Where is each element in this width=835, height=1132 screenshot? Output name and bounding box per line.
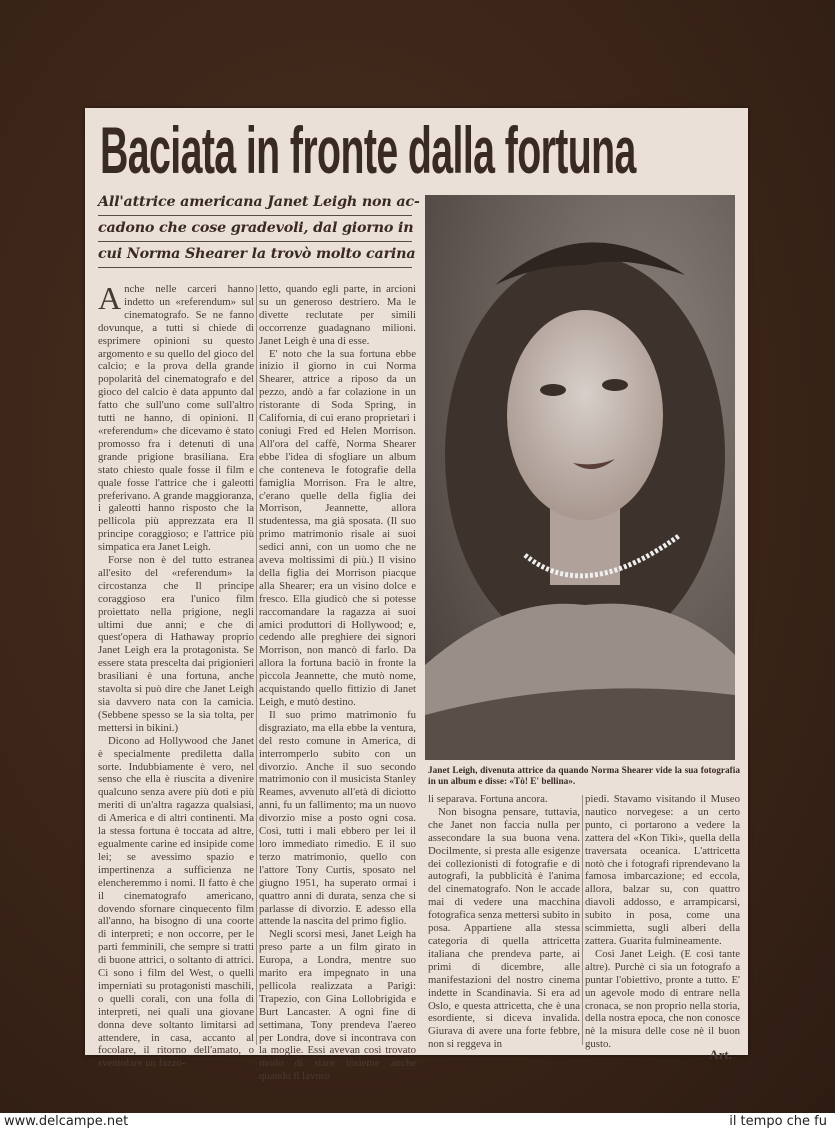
paragraph-text: nche nelle carceri hanno indetto un «referendum» sul cinematografo. Se ne fanno dovunque, a tutti si chiede di esprimere opinioni su questo argomento e su quello del gioco del calcio; e la prova della grande popolarità del cinematografo e del gioco del calcio è data appunto dal fatto che sull'uno come sull'altro tutti ne hanno, di opinioni. Il «referendum» che dicevamo è stato promosso fra i detenuti di una grande prigione brasiliana. Era stato chiesto quale fosse il film e quale fosse l'attrice che i galeotti preferivano. A grande maggioranza, i galeotti hanno risposto che la pellicola più apprezzata era Il principe coraggioso; e l'attrice più simpatica era Janet Leigh. [98, 283, 254, 554]
article-column-1 [98, 280, 254, 1070]
subtitle-line: cui Norma Shearer la trovò molto carina [98, 242, 412, 268]
paragraph: E' noto che la sua fortuna ebbe inizio il giorno in cui Norma Shearer, attrice a riposo da un pezzo, andò a far colazione in un ristorante di Soda Spring, in California, di cui erano proprietari i coniugi Fred ed Helen Morrison. All'ora del caffè, Norma Shearer ebbe l'idea di sfogliare un album che conteneva le fotografie della famiglia Morrison. Fra le altre, c'erano quelle della figlia dei Morrison, Jeannette, allora studentessa, ma già sposata. (Il suo primo matrimonio risale ai suoi sedici anni, con un uomo che ne aveva moltissimi di più.) Il visino della figlia dei Morrison piacque alla Shearer; era un visino dolce e fresco. Ella giudicò che si potesse raccomandare la ragazza ai suoi amici produttori di Hollywood; e, cedendo alle preghiere dei signori Morrison, non mancò di farlo. Da allora la fortuna baciò in fronte la piccola Jeannette, che mutò nome, acquistando quello fittizio di Janet Leigh, e mutò destino. [259, 347, 416, 708]
portrait-image [425, 195, 735, 760]
column-divider [256, 285, 257, 1045]
portrait-photo [425, 195, 735, 760]
article-column-4 [585, 793, 740, 1062]
paragraph: Negli scorsi mesi, Janet Leigh ha preso parte a un film girato in Europa, a Londra, mentre suo marito era impegnato in una pellicola realizzata a Parigi: Trapezio, con Gina Lollobrigida e Burt Lancaster. A ogni fine di settimana, Tony prendeva l'aereo per Londra, dove si incontrava con la moglie. Essi avevan così trovato modo di stare insieme anche quando il lavoro [259, 928, 416, 1083]
paragraph: piedi. Stavamo visitando il Museo nautico norvegese: a un certo punto, ci portarono a vedere la zattera del «Kon Tiki», quella della traversata oceanica. L'attricetta notò che i fotografi riprendevano la famosa imbarcazione; ed eccola, allora, balzar su, con quattro diavoli addosso, e arrampicarsi, subito in posa, come una scimmietta, sugli alberi della zattera. Guarita fulmineamente. [585, 793, 740, 947]
subtitle-line: cadono che cose gradevoli, dal giorno in [98, 216, 412, 242]
paragraph: Non bisogna pensare, tuttavia, che Janet non faccia nulla per assecondare la sua buona vena. Docilmente, si presta alle esigenze dei collezionisti di fotografie e di autografi, la pubblicità è l'anima del cinematografo. Non le accade mai di vedere una macchina fotografica senza mettersi subito in posa. Appartiene alla stessa categoria di quella attricetta italiana che prendeva parte, ai primi di dicembre, alle manifestazioni del nostro cinema indette in Scandinavia. Si era ad Oslo, e questa attricetta, che è una esordiente, si diceva invalida. Giurava di avere una forte febbre, non si reggeva in [428, 805, 580, 1051]
photo-caption: Janet Leigh, divenuta attrice da quando Norma Shearer vide la sua fotografia in un album e disse: «Tò! E' bellina». [428, 766, 740, 787]
footer-site-link[interactable]: www.delcampe.net [4, 1114, 129, 1129]
paragraph: letto, quando egli parte, in arcioni su un generoso destriero. Ma le divette reclutate per simili occorrenze guadagnano milioni. Janet Leigh è una di esse. [259, 283, 416, 347]
subtitle-line: All'attrice americana Janet Leigh non ac- [98, 190, 412, 216]
column-divider [582, 795, 583, 1045]
footer-seller-name: il tempo che fu [729, 1114, 827, 1129]
paragraph: Forse non è del tutto estranea all'esito del «referendum» la circostanza che Il principe coraggioso era l'unico film proiettato nella prigione, negli ultimi due anni; e che di quest'opera di Hathaway proprio Janet Leigh era la protagonista. Se essere stata prescelta dai prigionieri brasiliani è una fortuna, anche stavolta si può dire che Janet Leigh sia davvero nata con la camicia. (Sebbene spesso se la sia tolta, per mettersi in bikini.) [98, 554, 254, 734]
watermark-footer [0, 1113, 835, 1132]
paragraph: Così Janet Leigh. (E così tante altre). Purchè ci sia un fotografo a puntar l'obiettivo, pronte a tutto. E' un agevole modo di entrare nella cronaca, se non proprio nella storia, della nostra epoca, che non conosce nè la misura delle cose nè il buon gusto. [585, 947, 740, 1051]
article-title: Baciata in fronte dalla fortuna [100, 113, 636, 187]
drop-cap: A [98, 280, 122, 316]
article-column-2 [259, 283, 416, 1083]
paragraph: Dicono ad Hollywood che Janet è specialmente prediletta dalla sorte. Indubbiamente è vero, nel senso che ella è riuscita a divenire qualcuno senza avere più doti e più meriti di un'altra ragazza qualsiasi, di America e di altri continenti. Ma la stessa fortuna è toccata ad altre, egualmente carine ed insipide come lei; se avessimo spazio e impertinenza a sufficienza ne elencheremmo i nomi. Il fatto è che il cinematografo americano, dovendo sfornare cinquecento film all'anno, ha bisogno di una coorte di interpreti; e non occorre, per le parti femminili, che sempre si tratti di buone attrici, o soltanto di attrici. Ci sono i film del West, o quelli imperniati su protagonisti maschili, o quelli corali, con una folla di interpreti, nei quali una giovane donna deve soltanto limitarsi ad attendere, in casa, accanto al focolare, il ritorno dell'amato, o sventolare un fazzo- [98, 734, 254, 1070]
author-signature: Art. [709, 1047, 732, 1063]
paragraph: Il suo primo matrimonio fu disgraziato, ma ella ebbe la ventura, del resto comune in America, di interromperlo subito con un divorzio. Anche il suo secondo matrimonio con il musicista Stanley Reames, avvenuto all'età di diciotto anni, fu un fallimento; ma un nuovo divorzio mise a posto ogni cosa. Così, tutti i mali ebbero per lei il loro immediato rimedio. E il suo terzo matrimonio, quello con l'attore Tony Curtis, sposato nel giugno 1951, ha superato ormai i quattro anni di durata, senza che si parlasse di divorzio. E adesso ella attende la nascita del primo figlio. [259, 708, 416, 928]
paragraph: li separava. Fortuna ancora. [428, 793, 548, 805]
article-subtitle [98, 190, 420, 268]
article-column-3 [428, 793, 580, 1051]
paragraph [98, 280, 254, 554]
